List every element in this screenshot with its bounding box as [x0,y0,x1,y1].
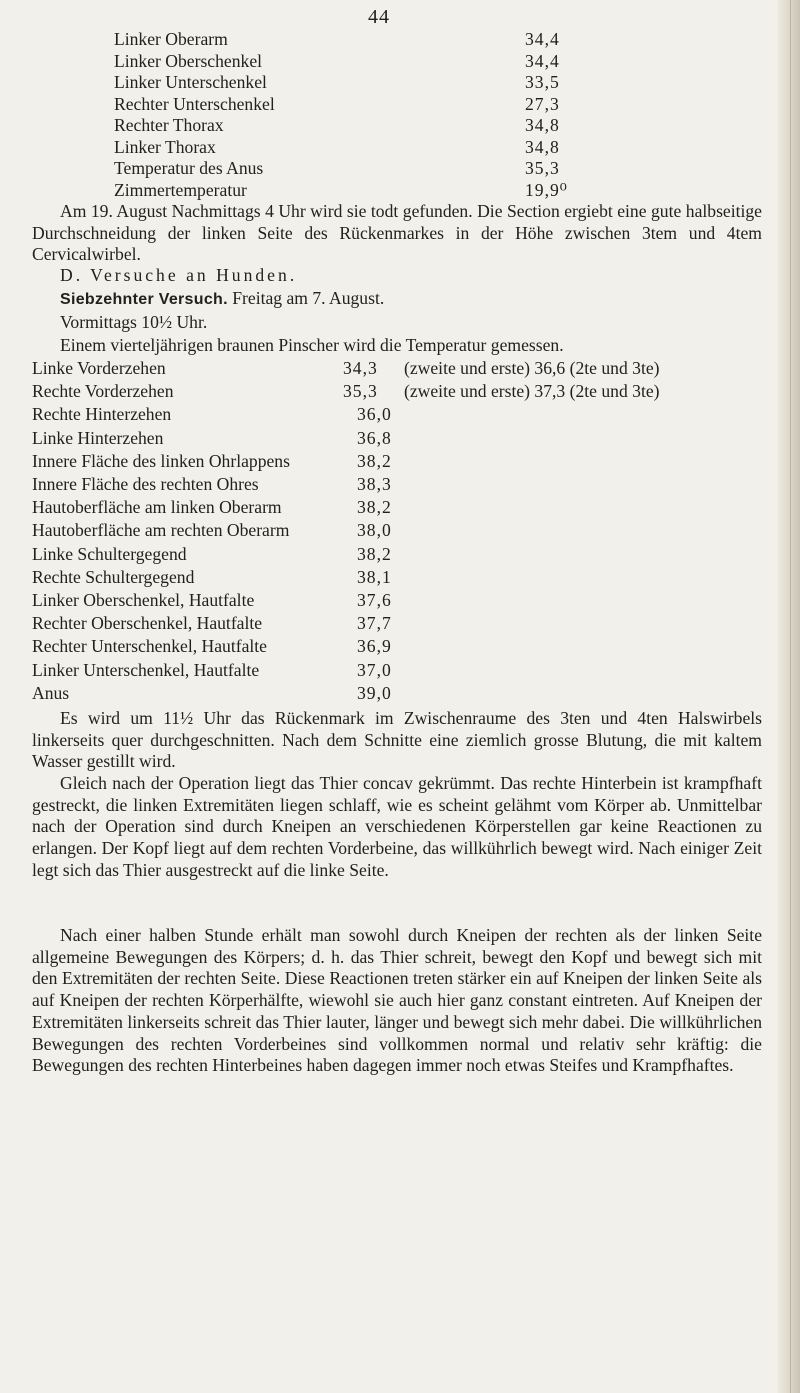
top-table-value: 34,4 [525,29,560,49]
paragraph-after-operation: Gleich nach der Operation liegt das Thier concav gekrümmt. Das rechte Hinterbein ist krampfhaft gestreckt, die linken Extremitäten liegen schlaff, wie es scheint gelähmt vom Körper ab. Unmittelbar nach der Operation sind durch Kneipen an verschiedenen Körperstellen gar keine Reactionen zu erlangen. Der Kopf liegt auf dem rechten Vorderbeine, das willkührlich bewegt wird. Nach einiger Zeit legt sich das Thier ausgestreckt auf die linke Seite. [32,773,762,880]
experiment-heading-line [60,287,384,311]
dog-table-value: 37,7 [357,613,392,634]
dog-table-value: 38,2 [357,450,392,471]
dog-table-label: Rechte Schultergegend [32,566,195,587]
dog-table-label: Rechter Oberschenkel, Hautfalte [32,613,263,634]
dog-table-label: Hautoberfläche am rechten Oberarm [32,520,290,541]
dog-table-value: 36,9 [357,636,392,657]
dog-table-value: 36,0 [357,404,392,425]
dog-table-label: Hautoberfläche am linken Oberarm [32,497,282,518]
top-table-label: Linker Thorax [114,136,216,157]
paragraph-operation: Es wird um 11½ Uhr das Rückenmark im Zwischenraume des 3ten und 4ten Halswirbels linkerseits quer durchgeschnitten. Nach dem Schnitte eine ziemlich grosse Blutung, die mit kaltem Wasser gestillt wird. [32,708,762,772]
dog-table-label: Innere Fläche des rechten Ohres [32,474,259,494]
top-table-label: Linker Oberarm [114,29,228,49]
top-table-value: 19,9⁰ [525,179,568,200]
top-table-label: Temperatur des Anus [114,158,264,178]
dog-table-value: 38,2 [357,497,392,518]
dog-table-value: 36,8 [357,427,392,448]
dog-table-label: Rechte Hinterzehen [32,404,172,425]
dog-table-label: Linker Oberschenkel, Hautfalte [32,590,255,610]
section-heading-d: D. Versuche an Hunden. [60,265,298,285]
dog-table-value: 38,0 [357,520,392,541]
dog-table-value: 38,2 [357,543,392,564]
dog-table-value: 34,3 [343,358,378,378]
top-table-value: 34,8 [525,115,560,135]
top-table-value: 35,3 [525,158,560,178]
top-table-value: 27,3 [525,93,560,114]
dog-table-label: Anus [32,682,70,703]
page-edge-line [790,0,791,1393]
paragraph-19-august: Am 19. August Nachmittags 4 Uhr wird sie todt gefunden. Die Section ergiebt eine gute halbseitige Durchschneidung der linken Seite des Rückenmarkes in der Höhe zwischen 3tem und 4tem Cervicalwirbel. [32,201,762,265]
page-edge-shadow [778,0,800,1393]
top-table-label: Linker Unterschenkel [114,72,267,92]
top-table-label: Zimmertemperatur [114,179,247,200]
page-number: 44 [368,6,390,28]
dog-table-note: (zweite und erste) 37,3 (2te und 3te) [404,381,660,402]
dog-table-value: 38,3 [357,474,392,494]
dog-table-value: 39,0 [357,682,392,703]
experiment-title: Siebzehnter Versuch. [60,291,228,308]
dog-table-label: Rechte Vorderzehen [32,381,174,402]
dog-table-value: 38,1 [357,566,392,587]
top-table-value: 33,5 [525,72,560,92]
top-table-value: 34,8 [525,136,560,157]
top-table-label: Rechter Unterschenkel [114,93,275,114]
dog-table-value: 37,6 [357,590,392,610]
top-table-label: Linker Oberschenkel [114,50,263,71]
dog-table-label: Rechter Unterschenkel, Hautfalte [32,636,267,657]
dog-table-label: Linke Hinterzehen [32,427,164,448]
intro-line: Einem vierteljährigen braunen Pinscher wird die Temperatur gemessen. [60,335,564,355]
paragraph-half-hour: Nach einer halben Stunde erhält man sowohl durch Kneipen der rechten als der linken Seite allgemeine Bewegungen des Körpers; d. h. das Thier schreit, bewegt den Kopf und bewegt sich mit den Extremitäten der rechten Seite. Diese Reactionen treten stärker ein auf Kneipen der linken Seite als auf Kneipen der rechten Körperhälfte, wiewohl sie auch hier ganz constant eintreten. Auf Kneipen der Extremitäten linkerseits schreit das Thier lauter, länger und bewegt sich mehr dabei. Die willkührlichen Bewegungen des rechten Vorderbeines sind vollkommen normal und relativ sehr kräftig: die Bewegungen des rechten Hinterbeines haben dagegen immer noch etwas Steifes und Krampfhaftes. [32,925,762,1076]
dog-table-value: 35,3 [343,381,378,402]
experiment-date: Freitag am 7. August. [232,288,385,308]
top-table-value: 34,4 [525,50,560,71]
dog-table-label: Linke Vorderzehen [32,358,166,378]
dog-table-label: Linker Unterschenkel, Hautfalte [32,659,260,680]
experiment-time: Vormittags 10½ Uhr. [60,312,208,332]
dog-table-label: Innere Fläche des linken Ohrlappens [32,450,290,471]
dog-table-value: 37,0 [357,659,392,680]
dog-table-note: (zweite und erste) 36,6 (2te und 3te) [404,358,660,378]
dog-table-label: Linke Schultergegend [32,543,187,564]
top-table-label: Rechter Thorax [114,115,224,135]
